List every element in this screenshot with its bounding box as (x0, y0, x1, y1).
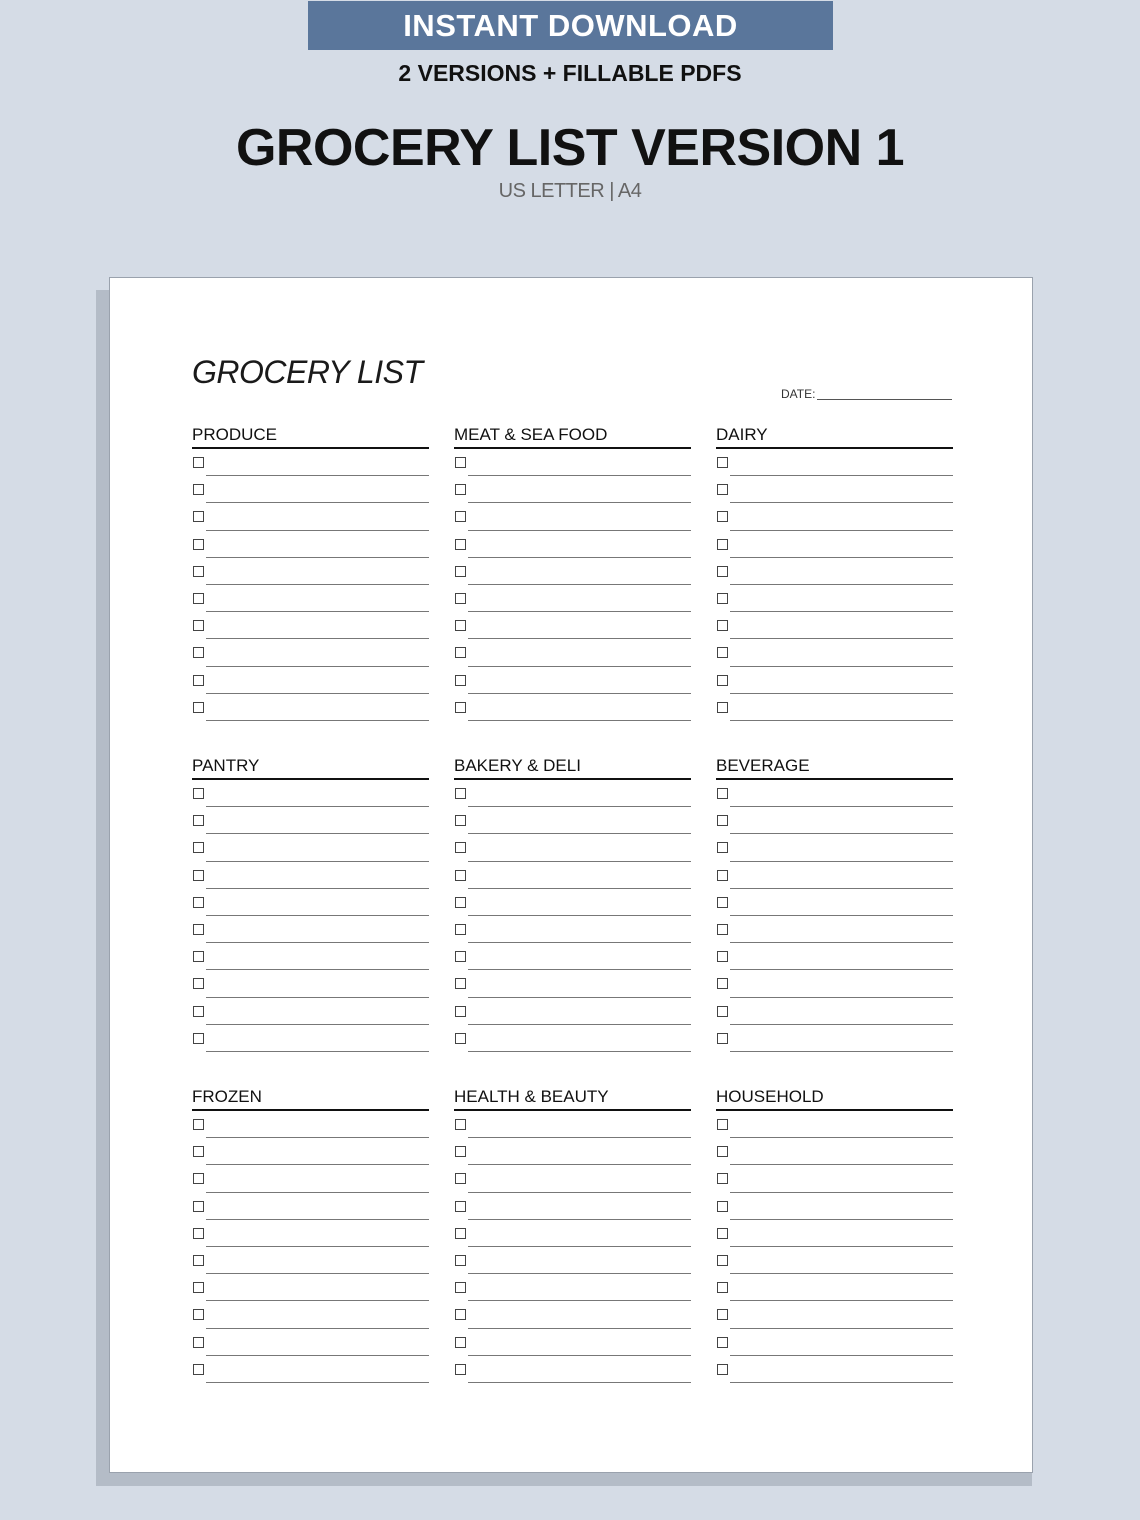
list-item (454, 970, 691, 997)
list-item (192, 558, 429, 585)
checkbox[interactable] (717, 1282, 728, 1293)
list-item (454, 1247, 691, 1274)
list-item (454, 1165, 691, 1192)
checkbox[interactable] (193, 702, 204, 713)
checkbox[interactable] (455, 842, 466, 853)
list-item (716, 531, 953, 558)
item-write-line[interactable] (468, 1051, 691, 1052)
list-item (192, 943, 429, 970)
checkbox[interactable] (717, 539, 728, 550)
list-item (716, 1138, 953, 1165)
list-item (716, 1111, 953, 1138)
list-item (454, 558, 691, 585)
checkbox[interactable] (455, 815, 466, 826)
section-dairy (716, 425, 953, 721)
section-header: HEALTH & BEAUTY (454, 1087, 691, 1111)
checkbox[interactable] (717, 1173, 728, 1184)
list-item (192, 780, 429, 807)
list-item (716, 1025, 953, 1052)
list-item (454, 449, 691, 476)
paper-formats: US LETTER | A4 (498, 180, 642, 202)
date-label: DATE: (781, 387, 816, 401)
list-item (454, 862, 691, 889)
list-item (192, 1301, 429, 1328)
checkbox[interactable] (455, 620, 466, 631)
list-item (192, 531, 429, 558)
checkbox[interactable] (193, 511, 204, 522)
checkbox[interactable] (193, 951, 204, 962)
list-item (454, 943, 691, 970)
list-item (192, 1274, 429, 1301)
checkbox[interactable] (455, 1309, 466, 1320)
section-header: BEVERAGE (716, 756, 953, 780)
list-item (716, 1165, 953, 1192)
checkbox[interactable] (193, 788, 204, 799)
item-write-line[interactable] (730, 1051, 953, 1052)
checkbox[interactable] (455, 647, 466, 658)
checkbox[interactable] (455, 1228, 466, 1239)
list-item (716, 943, 953, 970)
checkbox[interactable] (717, 593, 728, 604)
list-item (192, 1025, 429, 1052)
checkbox[interactable] (717, 647, 728, 658)
checkbox[interactable] (455, 1119, 466, 1130)
list-item (716, 807, 953, 834)
checkbox[interactable] (455, 1033, 466, 1044)
section-header: DAIRY (716, 425, 953, 449)
list-item (192, 1356, 429, 1383)
list-item (716, 889, 953, 916)
list-item (192, 694, 429, 721)
checkbox[interactable] (193, 1146, 204, 1157)
checkbox[interactable] (717, 842, 728, 853)
list-item (454, 531, 691, 558)
list-item (192, 1111, 429, 1138)
checkbox[interactable] (717, 675, 728, 686)
checkbox[interactable] (455, 1282, 466, 1293)
checkbox[interactable] (717, 566, 728, 577)
section-household (716, 1087, 953, 1383)
list-item (192, 585, 429, 612)
page-title: GROCERY LIST VERSION 1 (235, 119, 905, 177)
checkbox[interactable] (193, 1337, 204, 1348)
sheet-title: GROCERY LIST (192, 354, 423, 390)
date-field[interactable] (781, 386, 952, 400)
checkbox[interactable] (193, 815, 204, 826)
list-item (192, 449, 429, 476)
checkbox[interactable] (455, 897, 466, 908)
checkbox[interactable] (193, 457, 204, 468)
versions-subheading: 2 VERSIONS + FILLABLE PDFS (398, 60, 742, 86)
list-item (454, 1274, 691, 1301)
list-item (454, 612, 691, 639)
checkbox[interactable] (193, 924, 204, 935)
checkbox[interactable] (717, 897, 728, 908)
checkbox[interactable] (717, 788, 728, 799)
checkbox[interactable] (455, 1201, 466, 1212)
checkbox[interactable] (717, 978, 728, 989)
list-item (192, 1138, 429, 1165)
checkbox[interactable] (193, 1201, 204, 1212)
list-item (192, 1329, 429, 1356)
checkbox[interactable] (193, 1119, 204, 1130)
list-item (192, 503, 429, 530)
checkbox[interactable] (193, 1364, 204, 1375)
checkbox[interactable] (455, 675, 466, 686)
checkbox[interactable] (193, 1006, 204, 1017)
checkbox[interactable] (717, 1228, 728, 1239)
section-header: PRODUCE (192, 425, 429, 449)
item-write-line[interactable] (206, 720, 429, 721)
checkbox[interactable] (193, 842, 204, 853)
list-item (454, 889, 691, 916)
checkbox[interactable] (717, 484, 728, 495)
item-write-line[interactable] (468, 1382, 691, 1383)
checkbox[interactable] (193, 566, 204, 577)
list-item (192, 1165, 429, 1192)
checkbox[interactable] (717, 1201, 728, 1212)
list-item (454, 1138, 691, 1165)
section-beverage (716, 756, 953, 1052)
list-item (454, 667, 691, 694)
checkbox[interactable] (193, 539, 204, 550)
checkbox[interactable] (193, 1228, 204, 1239)
checkbox[interactable] (455, 870, 466, 881)
list-item (192, 1220, 429, 1247)
list-item (716, 1329, 953, 1356)
checkbox[interactable] (717, 702, 728, 713)
checkbox[interactable] (717, 620, 728, 631)
list-item (716, 1301, 953, 1328)
checkbox[interactable] (717, 1119, 728, 1130)
list-item (454, 1329, 691, 1356)
checkbox[interactable] (455, 1337, 466, 1348)
list-item (192, 1247, 429, 1274)
list-item (192, 807, 429, 834)
list-item (716, 558, 953, 585)
checkbox[interactable] (455, 1255, 466, 1266)
list-item (454, 834, 691, 861)
list-item (454, 916, 691, 943)
checkbox[interactable] (455, 702, 466, 713)
list-item (716, 1356, 953, 1383)
list-item (192, 916, 429, 943)
list-item (716, 639, 953, 666)
item-write-line[interactable] (206, 1051, 429, 1052)
list-item (716, 834, 953, 861)
checkbox[interactable] (193, 620, 204, 631)
list-item (192, 998, 429, 1025)
checkbox[interactable] (455, 978, 466, 989)
list-item (454, 1111, 691, 1138)
checkbox[interactable] (193, 593, 204, 604)
list-item (716, 449, 953, 476)
section-header: BAKERY & DELI (454, 756, 691, 780)
checkbox[interactable] (455, 484, 466, 495)
list-item (716, 1274, 953, 1301)
section-header: PANTRY (192, 756, 429, 780)
list-item (192, 639, 429, 666)
checkbox[interactable] (455, 457, 466, 468)
checkbox[interactable] (193, 1309, 204, 1320)
checkbox[interactable] (455, 1006, 466, 1017)
checkbox[interactable] (455, 566, 466, 577)
list-item (454, 1025, 691, 1052)
list-item (716, 998, 953, 1025)
checkbox[interactable] (717, 1337, 728, 1348)
checkbox[interactable] (717, 1364, 728, 1375)
checkbox[interactable] (717, 1255, 728, 1266)
list-item (454, 1220, 691, 1247)
checkbox[interactable] (193, 1173, 204, 1184)
checkbox[interactable] (193, 1255, 204, 1266)
checkbox[interactable] (455, 1173, 466, 1184)
list-item (716, 970, 953, 997)
list-item (192, 970, 429, 997)
list-item (716, 1220, 953, 1247)
list-item (454, 807, 691, 834)
list-item (454, 780, 691, 807)
section-meat-sea-food (454, 425, 691, 721)
list-item (454, 503, 691, 530)
checkbox[interactable] (455, 511, 466, 522)
section-produce (192, 425, 429, 721)
list-item (716, 585, 953, 612)
list-item (454, 476, 691, 503)
section-health-beauty (454, 1087, 691, 1383)
checkbox[interactable] (717, 951, 728, 962)
list-item (716, 1193, 953, 1220)
checkbox[interactable] (455, 788, 466, 799)
checkbox[interactable] (455, 1364, 466, 1375)
checkbox[interactable] (455, 593, 466, 604)
section-header: MEAT & SEA FOOD (454, 425, 691, 449)
checkbox[interactable] (717, 924, 728, 935)
checkbox[interactable] (193, 897, 204, 908)
list-item (716, 694, 953, 721)
list-item (454, 1193, 691, 1220)
checkbox[interactable] (717, 870, 728, 881)
checkbox[interactable] (717, 457, 728, 468)
list-item (716, 667, 953, 694)
list-item (454, 585, 691, 612)
date-line[interactable] (817, 389, 952, 400)
checkbox[interactable] (193, 647, 204, 658)
checkbox[interactable] (455, 1146, 466, 1157)
section-header: FROZEN (192, 1087, 429, 1111)
checkbox[interactable] (455, 951, 466, 962)
item-write-line[interactable] (730, 1382, 953, 1383)
checkbox[interactable] (717, 1033, 728, 1044)
list-item (716, 862, 953, 889)
list-item (454, 639, 691, 666)
checkbox[interactable] (717, 1309, 728, 1320)
checkbox[interactable] (717, 1146, 728, 1157)
list-item (192, 1193, 429, 1220)
checkbox[interactable] (193, 1033, 204, 1044)
checkbox[interactable] (455, 924, 466, 935)
checkbox[interactable] (193, 484, 204, 495)
checkbox[interactable] (193, 675, 204, 686)
checkbox[interactable] (717, 511, 728, 522)
checkbox[interactable] (193, 870, 204, 881)
list-item (454, 1356, 691, 1383)
list-item (716, 1247, 953, 1274)
instant-download-banner: INSTANT DOWNLOAD (308, 1, 833, 50)
list-item (192, 862, 429, 889)
list-item (192, 667, 429, 694)
item-write-line[interactable] (206, 1382, 429, 1383)
list-item (716, 780, 953, 807)
list-item (192, 889, 429, 916)
item-write-line[interactable] (468, 720, 691, 721)
list-item (716, 476, 953, 503)
grocery-list-sheet (109, 277, 1033, 1473)
section-bakery-deli (454, 756, 691, 1052)
checkbox[interactable] (193, 1282, 204, 1293)
list-item (192, 476, 429, 503)
section-frozen (192, 1087, 429, 1383)
list-item (192, 834, 429, 861)
section-pantry (192, 756, 429, 1052)
list-item (454, 1301, 691, 1328)
checkbox[interactable] (717, 1006, 728, 1017)
list-item (716, 503, 953, 530)
list-item (454, 694, 691, 721)
list-item (454, 998, 691, 1025)
section-header: HOUSEHOLD (716, 1087, 953, 1111)
checkbox[interactable] (455, 539, 466, 550)
checkbox[interactable] (717, 815, 728, 826)
list-item (192, 612, 429, 639)
item-write-line[interactable] (730, 720, 953, 721)
list-item (716, 916, 953, 943)
list-item (716, 612, 953, 639)
checkbox[interactable] (193, 978, 204, 989)
